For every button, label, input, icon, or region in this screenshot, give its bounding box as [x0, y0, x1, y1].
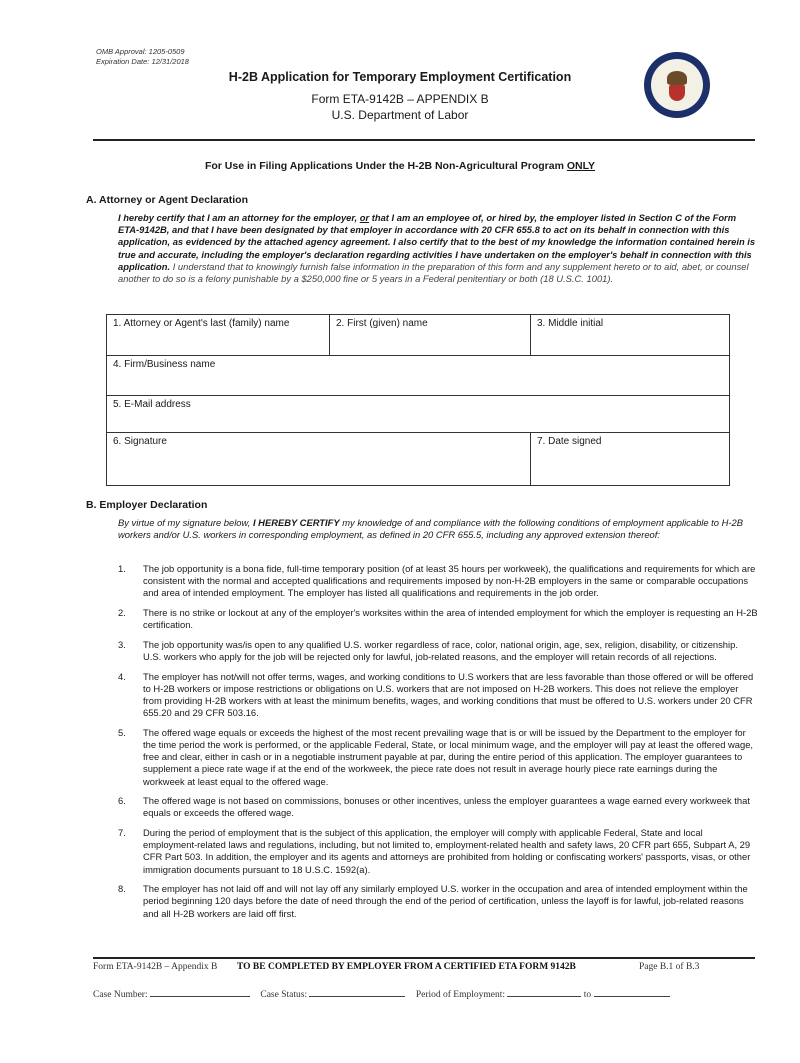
- signature-field[interactable]: [107, 433, 531, 486]
- period-end-field[interactable]: [594, 987, 670, 997]
- use-notice-text: For Use in Filing Applications Under the H-2B Non-Agricultural Program: [204, 160, 567, 172]
- footer-page: Page B.1 of B.3: [639, 962, 700, 972]
- declaration-warning: I understand that to knowingly furnish false information in the preparation of this form and any supplement hereto or to aid, abet, or counsel another to do so is a felony punishable by a $250,000 fine or 5 years in a Federal penitentiary or both (18 U.S.C. 1001).: [118, 260, 749, 285]
- item-text: The employer has not/will not offer terms, wages, and working conditions to U.S workers that are less favorable than those offered or will be offered to H-2B workers or impose restrictions or obligations on U.S. workers that are not imposed on H-2B workers. This does not relieve the employer from providing H-2B workers with at least the minimum benefits, wages, and working conditions that must be offered to U.S. workers under 20 CFR 655.20 and 29 CFR 503.16.: [143, 670, 754, 719]
- period-start-field[interactable]: [507, 987, 581, 997]
- case-number-field[interactable]: [150, 987, 250, 997]
- declaration-or: or: [359, 212, 370, 223]
- item-text: There is no strike or lockout at any of the employer's worksites within the area of intended employment for which the employer is requesting an H-2B certification.: [143, 607, 758, 631]
- footer-divider: [93, 957, 755, 959]
- attorney-info-table: [106, 314, 730, 486]
- item-text: The offered wage is not based on commissions, bonuses or other incentives, unless the employer guarantees a wage earned every workweek that equals or exceeds the offered wage.: [143, 795, 750, 819]
- omb-approval: OMB Approval: 1205-0509: [96, 47, 185, 56]
- condition-item: [118, 607, 758, 631]
- item-text: The employer has not laid off and will not lay off any similarly employed U.S. worker in the occupation and area of intended employment within the period beginning 120 days before the date of need through the end of the period of certification, unless the layoff is for lawful, job-related reasons and all H-2B workers are laid off first.: [143, 883, 748, 919]
- period-to-label: to: [583, 990, 592, 1000]
- dol-seal-icon: [644, 52, 710, 118]
- form-title: H-2B Application for Temporary Employment Certification: [228, 70, 572, 84]
- intro-certify: I HEREBY CERTIFY: [252, 517, 340, 528]
- first-name-label: 2. First (given) name: [336, 318, 428, 329]
- section-b-intro: [118, 517, 758, 541]
- condition-item: [118, 827, 758, 876]
- item-number: 8.: [118, 883, 126, 895]
- omb-info: [96, 47, 189, 67]
- email-label: 5. E-Mail address: [113, 399, 191, 410]
- condition-item: [118, 671, 758, 720]
- firm-name-label: 4. Firm/Business name: [113, 359, 216, 370]
- declaration-text-2: that I am an employee of, or hired by, the employer listed in Section C of the Form ETA-9142B, and that I have been designated by that employer in accordance with 20 CFR 655.8 to act on its behalf in connection with this application, as evidenced by the attached agency agreement. I also certify that to the best of my knowledge the information contained herein is true and accurate, including the employer's declaration regarding activities I have undertaken on the employer's behalf in connection with this application.: [118, 212, 756, 272]
- item-text: The job opportunity was/is open to any qualified U.S. worker regardless of race, color, national origin, age, sex, religion, disability, or citizenship. U.S. workers who apply for the job will be rejected only for lawful, job-related reasons, and the employer will retain records of all rejections.: [143, 638, 738, 662]
- footer-notice: TO BE COMPLETED BY EMPLOYER FROM A CERTIFIED ETA FORM 9142B: [237, 962, 576, 972]
- condition-item: [118, 639, 758, 663]
- condition-item: [118, 883, 758, 920]
- last-name-field[interactable]: [107, 315, 330, 356]
- case-number-label: Case Number:: [93, 990, 148, 1000]
- item-number: 1.: [118, 563, 126, 574]
- use-notice: [0, 160, 800, 172]
- expiration-date: Expiration Date: 12/31/2018: [96, 57, 189, 66]
- case-status-label: Case Status:: [260, 990, 308, 1000]
- item-number: 5.: [118, 726, 126, 738]
- case-status-field[interactable]: [309, 987, 405, 997]
- section-b-heading: B. Employer Declaration: [86, 499, 208, 511]
- period-label: Period of Employment:: [415, 990, 506, 1000]
- item-number: 7.: [118, 827, 126, 838]
- item-number: 2.: [118, 607, 126, 618]
- section-a-heading: A. Attorney or Agent Declaration: [86, 194, 248, 206]
- section-a-declaration: [118, 212, 758, 285]
- item-number: 4.: [118, 670, 126, 682]
- middle-initial-field[interactable]: [531, 315, 730, 356]
- middle-initial-label: 3. Middle initial: [537, 318, 604, 329]
- item-text: The job opportunity is a bona fide, full-time temporary position (of at least 35 hours per workweek), the qualifications and requirements for which are consistent with the normal and accepted qualifications and requirements imposed by non-H-2B employers in the same or comparable occupations and area of intended employment. The employer has listed all qualifications and requirements in the job order.: [143, 563, 756, 599]
- intro-text-2: my knowledge of and compliance with the following conditions of employment applicable to H-2B workers and/or U.S. workers in corresponding employment, as defined in 20 CFR 655.5, including any approved extension thereof:: [118, 517, 743, 541]
- condition-item: [118, 727, 758, 788]
- condition-item: [118, 563, 758, 600]
- use-notice-emphasis: ONLY: [566, 160, 596, 172]
- header-divider: [93, 139, 755, 141]
- footer-form-ref: Form ETA-9142B – Appendix B: [93, 962, 218, 972]
- department-name: U.S. Department of Labor: [331, 108, 469, 122]
- condition-item: [118, 795, 758, 819]
- declaration-text-1: I hereby certify that I am an attorney for the employer,: [118, 212, 360, 223]
- item-text: During the period of employment that is the subject of this application, the employer will comply with applicable Federal, State and local employment-related laws and regulations, including, but not limited to, employment-related health and safety laws, 20 CFR part 655, Subpart A, 29 CFR Part 503. In addition, the employer and its agents and attorneys are prohibited from holding or confiscating workers' passports, visas, or other immigration documents pursuant to 18 U.S.C. 1592(a).: [143, 827, 751, 875]
- item-text: The offered wage equals or exceeds the highest of the most recent prevailing wage that is or will be issued by the Department to the employer for the time period the work is performed, or the applicable Federal, State, or local minimum wage, and the employer will pay at least the offered wage, free and clear, either in cash or in a negotiable instrument payable at par, during the entire period of this application. The employer guarantees to supplement a piece rate wage if at the end of the workweek, the piece rate does not result in average hourly piece rate earnings during the workweek at least equal to the offered wage.: [143, 726, 754, 787]
- firm-name-field[interactable]: [107, 356, 730, 396]
- date-signed-label: 7. Date signed: [537, 436, 602, 447]
- form-name: Form ETA-9142B – APPENDIX B: [311, 92, 489, 106]
- item-number: 3.: [118, 638, 126, 650]
- signature-label: 6. Signature: [113, 436, 167, 447]
- intro-text-1: By virtue of my signature below,: [118, 517, 253, 528]
- item-number: 6.: [118, 795, 126, 807]
- employer-conditions-list: [118, 563, 758, 927]
- email-field[interactable]: [107, 396, 730, 433]
- last-name-label: 1. Attorney or Agent's last (family) name: [113, 318, 290, 329]
- case-info-line: [93, 987, 670, 1000]
- first-name-field[interactable]: [330, 315, 531, 356]
- date-signed-field[interactable]: [531, 433, 730, 486]
